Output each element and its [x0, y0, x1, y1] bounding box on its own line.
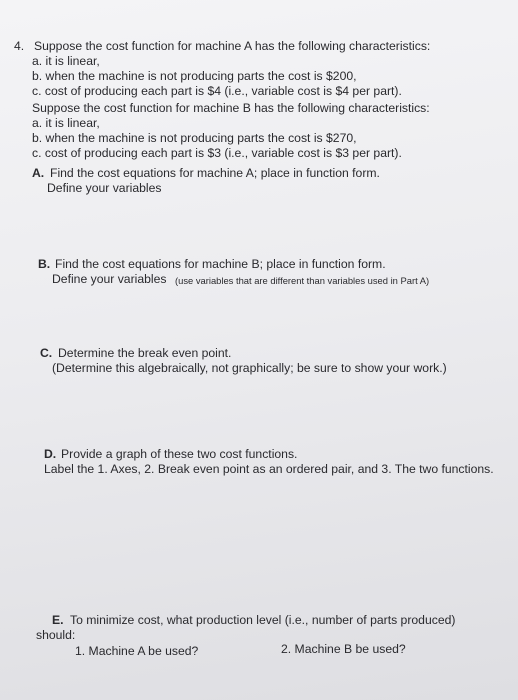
part-a-line1: Find the cost equations for machine A; place in function form.	[50, 166, 380, 180]
part-d-line2: Label the 1. Axes, 2. Break even point as an ordered pair, and 3. The two functions.	[44, 462, 494, 476]
part-b-line1: Find the cost equations for machine B; place in function form.	[55, 257, 386, 271]
part-a-letter: A.	[32, 166, 45, 180]
part-c-line2: (Determine this algebraically, not graphically; be sure to show your work.)	[52, 361, 447, 375]
question-number: 4.	[14, 39, 25, 53]
part-b-letter: B.	[38, 257, 51, 271]
part-c-letter: C.	[40, 346, 53, 360]
machine-b-item-a: a. it is linear,	[32, 116, 100, 130]
machine-b-item-c: c. cost of producing each part is $3 (i.e., variable cost is $3 per part).	[32, 146, 402, 160]
part-e-line1: To minimize cost, what production level (i.e., number of parts produced)	[70, 613, 456, 627]
part-e-letter: E.	[52, 613, 64, 627]
machine-b-item-b: b. when the machine is not producing parts the cost is $270,	[32, 131, 357, 145]
machine-b-intro: Suppose the cost function for machine B has the following characteristics:	[32, 101, 430, 115]
machine-a-item-b: b. when the machine is not producing parts the cost is $200,	[32, 69, 357, 83]
part-d-letter: D.	[44, 447, 57, 461]
part-d-line1: Provide a graph of these two cost functions.	[61, 447, 298, 461]
part-b-line2: Define your variables	[52, 272, 167, 286]
part-a-line2: Define your variables	[47, 181, 162, 195]
part-c-line1: Determine the break even point.	[58, 346, 232, 360]
machine-a-item-a: a. it is linear,	[32, 54, 100, 68]
part-e-question-2: 2. Machine B be used?	[281, 642, 406, 656]
part-e-question-1: 1. Machine A be used?	[75, 644, 199, 658]
part-e-line2: should:	[36, 628, 76, 642]
machine-a-item-c: c. cost of producing each part is $4 (i.e., variable cost is $4 per part).	[32, 84, 402, 98]
machine-a-intro: Suppose the cost function for machine A has the following characteristics:	[34, 39, 431, 53]
part-b-note: (use variables that are different than variables used in Part A)	[175, 275, 430, 286]
